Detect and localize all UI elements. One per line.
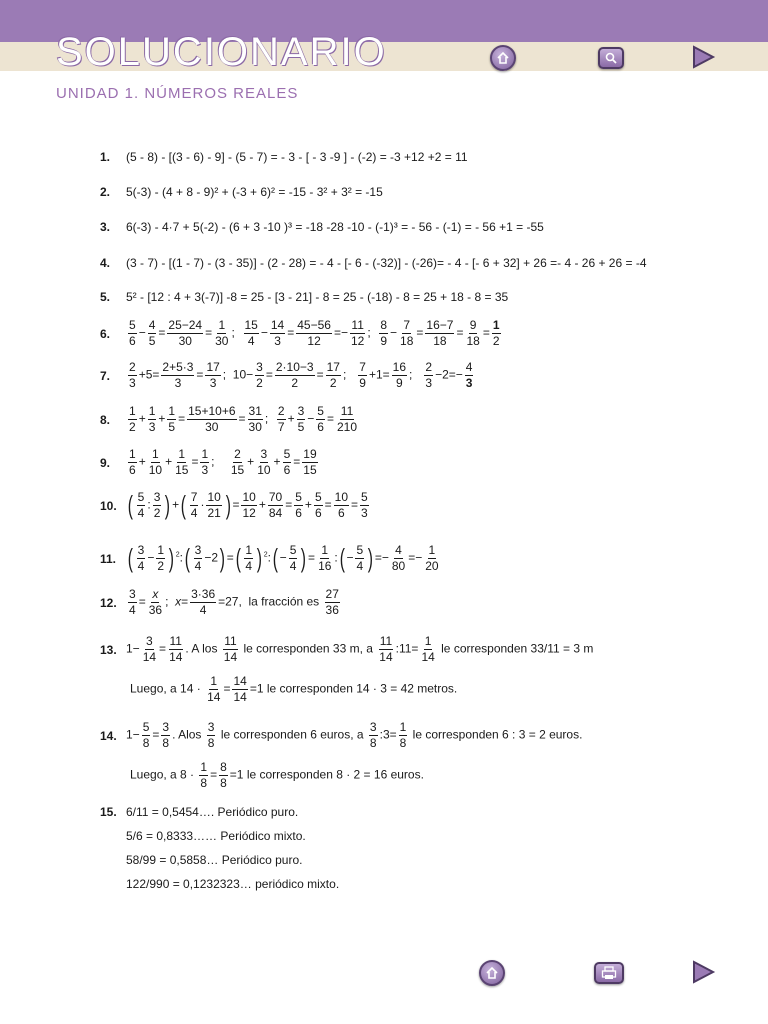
search-icon — [604, 51, 618, 65]
exercise-15-line2: 5/6 = 0,8333…… Periódico mixto. — [126, 829, 306, 843]
exercise-15-line4: 122/990 = 0,1232323… periódico mixto. — [126, 877, 340, 891]
exercise-10-formula: ( $\frac{5}{4}$ : $\frac{3}{2}$ ) +( $\frac{7}{4}$ · $\frac{10}{21}$ ) = $\frac{10}{12}$ + $\frac{70}{84}$ = $\frac{5}{6}$ + $\frac{5}{6}$ = $\frac{10}{6}$ = $\frac{5}{3}$ — [127, 490, 368, 520]
exercise-12: 12. $\frac{3}{4}$ = $\frac{x}{36}$ ; x= $\frac{3\cdot 36}{4}$ =27, la fracción es $\frac{27}{36}$ — [100, 587, 740, 618]
exercise-2: 2. 5(-3) - (4 + 8 - 9)² + (-3 + 6)² = -15 - 3² + 3² = -15 — [100, 185, 383, 199]
exercise-8-formula: $\frac{1}{2}$ + $\frac{1}{3}$ + $\frac{1}{5}$ = $\frac{15+10+6}{30}$ = $\frac{31}{30}$ ; $\frac{2}{7}$ + $\frac{3}{5}$ − $\frac{5}{6}$ = $\frac{11}{210}$ — [129, 404, 358, 434]
exercise-14: 14. 1− $\frac{5}{8}$ = $\frac{3}{8}$ . Alos $\frac{3}{8}$ le corresponden 6 euros, a $\frac{3}{8}$ :3= $\frac{1}{8}$ le corresponden 6 : 3 = 2 euros. — [100, 720, 740, 751]
exercise-3: 3. 6(-3) - 4·7 + 5(-2) - (6 + 3 -10 )³ = -18 -28 -10 - (-1)³ = - 56 - (-1) = - 56 +1 = -55 — [100, 220, 544, 234]
exercise-11: 11. ( $\frac{3}{4}$ − $\frac{1}{2}$ ) $^2$:( $\frac{3}{4}$ −2) =( $\frac{1}{4}$ ) $^2$:( − $\frac{5}{4}$ ) = $\frac{1}{16}$ :( − $\frac{5}{4}$ ) =− $\frac{4}{80}$ =− $\frac{1}{20}$ — [100, 543, 740, 574]
home-icon — [485, 966, 499, 980]
exercise-1: 1. (5 - 8) - [(3 - 6) - 9] - (5 - 7) = - 3 - [ - 3 -9 ] - (-2) = -3 +12 +2 = 11 — [100, 150, 468, 164]
home-button-bottom[interactable] — [479, 960, 505, 986]
next-arrow-icon[interactable] — [690, 44, 716, 70]
exercise-13: 13. 1− $\frac{3}{14}$ = $\frac{11}{14}$ . A los $\frac{11}{14}$ le corresponden 33 m, a $\frac{11}{14}$ :11= $\frac{1}{14}$ le corresponden 33/11 = 3 m — [100, 634, 740, 665]
exercise-14-formula: 1− $\frac{5}{8}$ = $\frac{3}{8}$ . Alos $\frac{3}{8}$ le corresponden 6 euros, a $\frac{3}{8}$ :3= $\frac{1}{8}$ le corresponden 6 : 3 = 2 euros. — [126, 720, 583, 750]
home-button-top[interactable] — [490, 45, 516, 71]
search-button-top[interactable] — [598, 47, 624, 69]
exercise-8: 8. $\frac{1}{2}$ + $\frac{1}{3}$ + $\frac{1}{5}$ = $\frac{15+10+6}{30}$ = $\frac{31}{30}$ ; $\frac{2}{7}$ + $\frac{3}{5}$ − $\frac{5}{6}$ = $\frac{11}{210}$ — [100, 404, 740, 435]
exercise-6: 6. $\frac{5}{6}$ − $\frac{4}{5}$ = $\frac{25-24}{30}$ = $\frac{1}{30}$ ; $\frac{15}{4}$ − $\frac{14}{3}$ = $\frac{45-56}{12}$ =− $\frac{11}{12}$ ; $\frac{8}{9}$ − $\frac{7}{18}$ = $\frac{16-7}{18}$ = $\frac{9}{18}$ = $\frac{1}{2}$ — [100, 318, 740, 349]
exercise-5: 5. 5² - [12 : 4 + 3(-7)] -8 = 25 - [3 - 21] - 8 = 25 - (-18) - 8 = 25 + 18 - 8 = 35 — [100, 290, 509, 304]
page-title: SOLUCIONARIO — [56, 30, 387, 74]
exercise-13-formula: 1− $\frac{3}{14}$ = $\frac{11}{14}$ . A los $\frac{11}{14}$ le corresponden 33 m, a $\frac{11}{14}$ :11= $\frac{1}{14}$ le corresponden 33/11 = 3 m — [126, 634, 594, 664]
exercise-10: 10. ( $\frac{5}{4}$ : $\frac{3}{2}$ ) +( $\frac{7}{4}$ · $\frac{10}{21}$ ) = $\frac{10}{12}$ + $\frac{70}{84}$ = $\frac{5}{6}$ + $\frac{5}{6}$ = $\frac{10}{6}$ = $\frac{5}{3}$ — [100, 490, 740, 521]
exercise-9-formula: $\frac{1}{6}$ + $\frac{1}{10}$ + $\frac{1}{15}$ = $\frac{1}{3}$ ; $\frac{2}{15}$ + $\frac{3}{10}$ + $\frac{5}{6}$ = $\frac{19}{15}$ — [129, 447, 317, 477]
next-arrow-icon-bottom[interactable] — [690, 959, 716, 985]
print-icon — [601, 966, 617, 980]
exercise-14-line2: Luego, a 8 · $\frac{1}{8}$ = $\frac{8}{8}$ =1 le corresponden 8 · 2 = 16 euros. — [130, 760, 424, 790]
exercise-11-formula: ( $\frac{3}{4}$ − $\frac{1}{2}$ ) $^2$:( $\frac{3}{4}$ −2) =( $\frac{1}{4}$ ) $^2$:( − $\frac{5}{4}$ ) = $\frac{1}{16}$ :( − $\frac{5}{4}$ ) =− $\frac{4}{80}$ =− $\frac{1}{20}$ — [127, 543, 439, 573]
exercise-6-formula: $\frac{5}{6}$ − $\frac{4}{5}$ = $\frac{25-24}{30}$ = $\frac{1}{30}$ ; $\frac{15}{4}$ − $\frac{14}{3}$ = $\frac{45-56}{12}$ =− $\frac{11}{12}$ ; $\frac{8}{9}$ − $\frac{7}{18}$ = $\frac{16-7}{18}$ = $\frac{9}{18}$ = $\frac{1}{2}$ — [129, 318, 500, 348]
unit-subtitle: UNIDAD 1. NÚMEROS REALES — [56, 85, 299, 102]
exercise-4: 4. (3 - 7) - [(1 - 7) - (3 - 35)] - (2 - 28) = - 4 - [- 6 - (-32)] - (-26)= - 4 - [- 6 + 32] + 26 =- 4 - 26 + 26 = -4 — [100, 256, 647, 270]
print-button-bottom[interactable] — [594, 962, 624, 984]
exercise-15: 15. 6/11 = 0,5454…. Periódico puro. — [100, 805, 299, 819]
exercise-15-line3: 58/99 = 0,5858… Periódico puro. — [126, 853, 303, 867]
exercise-7-formula: $\frac{2}{3}$ +5= $\frac{2+5\cdot 3}{3}$ = $\frac{17}{3}$ ; 10− $\frac{3}{2}$ = $\frac{2\cdot 10-3}{2}$ = $\frac{17}{2}$ ; $\frac{7}{9}$ +1= $\frac{16}{9}$ ; $\frac{2}{3}$ −2=− $\frac{4}{3}$ — [129, 360, 473, 390]
exercise-9: 9. $\frac{1}{6}$ + $\frac{1}{10}$ + $\frac{1}{15}$ = $\frac{1}{3}$ ; $\frac{2}{15}$ + $\frac{3}{10}$ + $\frac{5}{6}$ = $\frac{19}{15}$ — [100, 447, 740, 478]
exercise-13-line2: Luego, a 14 · $\frac{1}{14}$ = $\frac{14}{14}$ =1 le corresponden 14 · 3 = 42 metros. — [130, 674, 458, 704]
exercise-12-formula: $\frac{3}{4}$ = $\frac{x}{36}$ ; x= $\frac{3\cdot 36}{4}$ =27, la fracción es $\frac{27}{36}$ — [129, 587, 339, 617]
home-icon — [496, 51, 510, 65]
exercise-7: 7. $\frac{2}{3}$ +5= $\frac{2+5\cdot 3}{3}$ = $\frac{17}{3}$ ; 10− $\frac{3}{2}$ = $\frac{2\cdot 10-3}{2}$ = $\frac{17}{2}$ ; $\frac{7}{9}$ +1= $\frac{16}{9}$ ; $\frac{2}{3}$ −2=− $\frac{4}{3}$ — [100, 360, 740, 391]
